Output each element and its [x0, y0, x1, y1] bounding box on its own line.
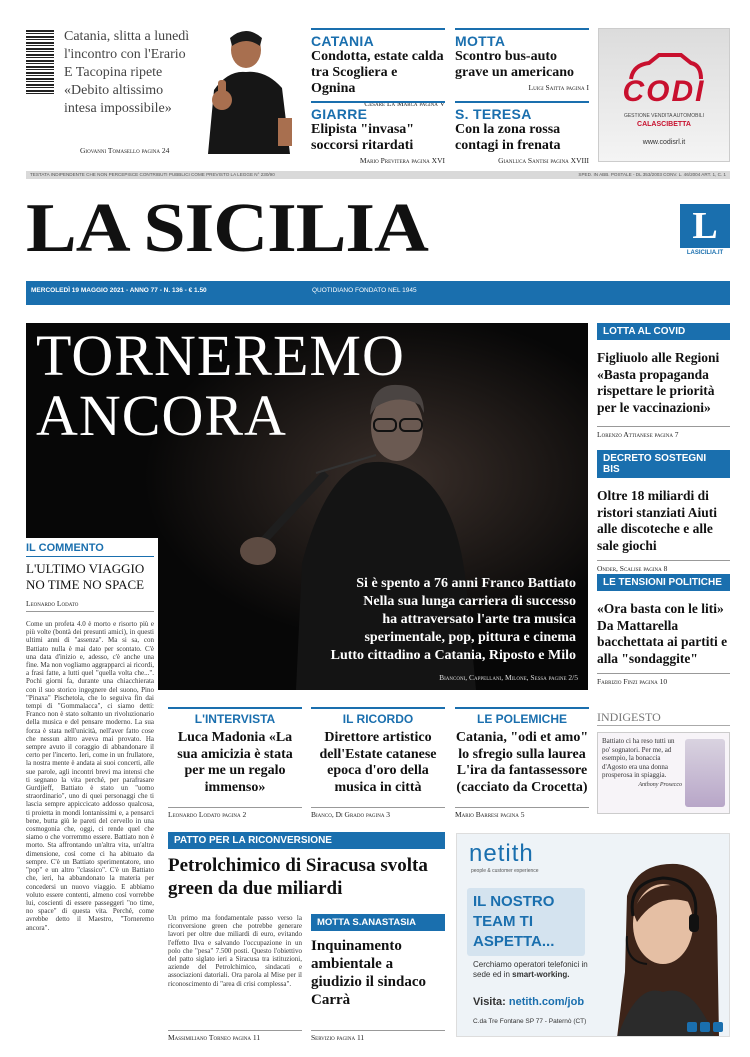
right-item-title: Figliuolo alle Regioni «Basta propaganda rispettare le priorità per le vaccinazioni» — [597, 350, 720, 415]
top-left-teaser-author: Giovanni Tomasello pagina 24 — [80, 146, 170, 155]
linkedin-icon[interactable] — [713, 1022, 723, 1032]
right-item-author: Fabrizio Finzi pagina 10 — [597, 673, 730, 686]
petrol-title: Petrolchimico di Siracusa svolta green da due miliardi — [168, 855, 428, 899]
netith-text-2: smart-working. — [512, 970, 570, 979]
legal-left: TESTATA INDIPENDENTE CHE NON PERCEPISCE CONTRIBUTI PUBBLICI COME PREVISTO LA LEGGE N° 230/90 — [30, 172, 275, 177]
teaser-photo — [178, 22, 304, 154]
summary-line: sperimentale, pop, pittura e cinema — [364, 630, 576, 645]
lead-authors: Bianconi, Cappellani, Milone, Sessa pagine 2/5 — [439, 673, 578, 682]
teaser-place: GIARRE — [311, 106, 368, 122]
barcode — [26, 30, 54, 96]
teaser-title: Condotta, estate calda tra Scogliera e Ognina — [311, 49, 444, 96]
netith-text-1: Cerchiamo operatori telefonici in sede ed in — [473, 960, 588, 979]
commento-label: IL COMMENTO — [26, 542, 154, 557]
codi-brand: CODI — [622, 75, 706, 108]
right-item-decreto[interactable] — [597, 450, 730, 573]
netith-brand: netith — [469, 840, 534, 867]
motta-label: MOTTA S.ANASTASIA — [311, 914, 445, 931]
right-item-label: LOTTA AL COVID — [597, 323, 730, 340]
dateline-bar — [26, 281, 730, 305]
summary-line: Lutto cittadino a Catania, Riposto e Milo — [330, 648, 576, 663]
operator-photo — [597, 852, 730, 1037]
indigesto-label: INDIGESTO — [597, 710, 730, 726]
lead-headline-1: TORNEREMO — [36, 323, 405, 388]
teaser-title: Scontro bus-auto grave un americano — [455, 49, 574, 80]
summary-line: Nella sua lunga carriera di successo — [363, 594, 576, 609]
masthead-logo[interactable] — [680, 204, 730, 260]
social-icons — [687, 1022, 723, 1032]
mid-author: Leonardo Lodato pagina 2 — [168, 807, 302, 819]
right-item-title: «Ora basta con le liti» Da Mattarella bacchettata ai partiti e alla "sondaggite" — [597, 601, 728, 666]
mid-title: Direttore artistico dell'Estate catanese epoca d'oro della musica in città — [319, 730, 437, 795]
netith-tagline: people & customer experience — [471, 868, 539, 874]
legal-strip — [26, 171, 730, 179]
right-item-label: LE TENSIONI POLITICHE — [597, 574, 730, 591]
motta-box[interactable] — [311, 914, 445, 1042]
mid-label: L'INTERVISTA — [168, 707, 302, 726]
teaser-place: S. TERESA — [455, 106, 532, 122]
lead-headline-2: ANCORA — [36, 383, 287, 448]
teaser-author: Cesare La Marca pagina V — [364, 99, 445, 108]
mid-intervista[interactable] — [168, 707, 302, 819]
teaser-author: Mario Previtera pagina XVI — [359, 156, 445, 165]
teaser-title: Con la zona rossa contagi in frenata — [455, 122, 561, 153]
motta-author: Servizio pagina 11 — [311, 1030, 445, 1042]
mid-ricordo[interactable] — [311, 707, 445, 819]
codi-ad[interactable] — [598, 28, 730, 162]
right-item-title: Oltre 18 miliardi di ristori stanziati Aiuti alle discoteche e alle sale giochi — [597, 488, 717, 553]
petrol-author: Massimiliano Torneo pagina 11 — [168, 1030, 302, 1042]
top-left-teaser-text: Catania, slitta a lunedì l'incontro con l'Erario E Tacopina ripete «Debito altissimo intesa impossibile» — [64, 29, 190, 116]
indigesto[interactable] — [597, 710, 730, 818]
commento-body: Come un profeta 4.0 è morto e risorto più e più volte (bontà dei presunti amici), in questi ultimi anni di "assenza". Ma si sa, con Battiato nulla è mai dato per scontato. C'è una data d'inizio e, adesso, c'è anche una fine. Ma non vogliamo aggrapparci ai ricordi, a frasi fatte, a lutti quel "quella volta che...". Pochi giorni fa, durante una chiacchierata con il suo storico ingegnere del suono, Pino "Pinaxa" Pischetola, che lo seguiva fin dai tempi di "Gommalacca", ci siamo detti: Franco non è stato soltanto un rivoluzionario della musica e del pensare moderno. La sua forza è stata nell'unicità, nell'aver fatto cose che nessun altro aveva mai provato. Ha sempre avuto il coraggio di abbandonare il certo per l'incerto. Ieri, come in un frullatore, la nostra mente è andata ai suoi concerti, alle sue parole, agli incontri brevi ma intensi che ti segnano la vita perché, per parafrasare Gurdjieff, Battiato è stato un "uomo straordinario", uno di quei personaggi che ti lascia sempre appiccicato addosso qualcosa, ti proietta in mondi lontanissimi e, a pensarci bene, butta giù le pareti del cervello in una cosmogonia che, oggi, ci rende quel che siamo o che vorremmo essere. Battiato non è morto. Sta affrontando un'altra vita, un'altra dimensione, così come ci ha abituato da sempre. C'è un Battiato sperimentatore, uno "pop" e un altro "classico". C'è un Battiato che, ieri, ha abbandonato la materia per concedersi un nuovo viaggio. E abbiamo voluto essere contenti, almeno così vorrebbe lui, coscienti di essere passeggeri "no time, no space" di questa vita. Perché, come avrebbe detto il Maestro, "Torneremo ancora". — [26, 620, 154, 932]
indigesto-sign: Anthony Prosecco — [638, 781, 682, 788]
teaser-place: CATANIA — [311, 33, 375, 49]
facebook-icon[interactable] — [687, 1022, 697, 1032]
indigesto-text: Battiato ci ha reso tutti un po' sognatori. Per me, ad esempio, la bonaccia d'Agosto era una donna prosperosa in spiaggia. — [602, 737, 675, 779]
indigesto-illustration — [685, 739, 725, 807]
teaser-author: Gianluca Santisi pagina XVIII — [498, 156, 589, 165]
mid-polemiche[interactable] — [455, 707, 589, 819]
logo-square: L — [680, 204, 730, 248]
codi-url: www.codisrl.it — [642, 139, 686, 146]
dateline-center: QUOTIDIANO FONDATO NEL 1945 — [312, 287, 417, 294]
commento-title: L'ULTIMO VIAGGIO NO TIME NO SPACE — [26, 561, 145, 592]
commento[interactable] — [22, 538, 158, 1040]
logo-url: LASICILIA.IT — [686, 250, 724, 256]
teaser-motta[interactable] — [455, 28, 589, 98]
petrol-label: PATTO PER LA RICONVERSIONE — [168, 832, 445, 849]
right-item-author: Lorenzo Attianese pagina 7 — [597, 426, 730, 439]
right-item-politica[interactable] — [597, 574, 730, 694]
teaser-catania[interactable] — [311, 28, 445, 108]
petrol-body: Un primo ma fondamentale passo verso la riconversione green che potrebbe generare lavori per oltre due miliardi di euro, evitando l'effetto Ilva e salvando l'occupazione in un polo che "pesa" 7.500 posti. Questo l'obiettivo del patto siglato ieri a Siracusa tra istituzioni, aziende del Petrolchimico, sindacati e associazioni datoriali. Ora parola al Mise per il riconoscimento di "area di crisi complessa". — [168, 914, 302, 988]
commento-author: Leonardo Lodato — [26, 599, 154, 612]
mid-label: LE POLEMICHE — [455, 707, 589, 726]
summary-line: Si è spento a 76 anni Franco Battiato — [356, 576, 576, 591]
petrol-article[interactable] — [168, 832, 445, 1042]
teaser-place: MOTTA — [455, 33, 506, 49]
teaser-s-teresa[interactable] — [455, 101, 589, 167]
mid-author: Bianco, Di Grado pagina 3 — [311, 807, 445, 819]
lead-summary — [331, 575, 576, 665]
dateline-left: MERCOLEDÌ 19 MAGGIO 2021 - ANNO 77 - N. 136 - € 1.50 — [31, 287, 207, 294]
teaser-title: Elipista "invasa" soccorsi ritardati — [311, 122, 415, 153]
summary-line: ha attraversato l'arte tra musica — [382, 612, 576, 627]
legal-right: SPED. IN ABB. POSTALE - DL 353/2003 CONV. L. 46/2004 ART. 1, C. 1 — [578, 172, 726, 177]
netith-visit[interactable] — [473, 996, 584, 1008]
codi-town: CALASCIBETTA — [637, 121, 691, 128]
netith-visit-label: Visita: — [473, 996, 506, 1008]
netith-text — [473, 960, 593, 980]
codi-sub: GESTIONE VENDITA AUTOMOBILI — [623, 113, 705, 119]
instagram-icon[interactable] — [700, 1022, 710, 1032]
right-item-covid[interactable] — [597, 323, 730, 448]
mid-title: Luca Madonia «La sua amicizia è stata per me un regalo immenso» — [177, 730, 293, 795]
netith-ad[interactable] — [456, 833, 730, 1037]
mid-label: IL RICORDO — [311, 707, 445, 726]
teaser-author: Luigi Saitta pagina I — [528, 83, 589, 92]
netith-address: C.da Tre Fontane SP 77 - Paternò (CT) — [473, 1018, 587, 1025]
right-item-label: DECRETO SOSTEGNI BIS — [597, 450, 730, 478]
teaser-giarre[interactable] — [311, 101, 445, 167]
netith-url[interactable]: netith.com/job — [508, 996, 585, 1008]
netith-headline: IL NOSTRO TEAM TI ASPETTA... — [467, 888, 585, 956]
mid-author: Mario Barresi pagina 5 — [455, 807, 589, 819]
indigesto-box — [597, 732, 730, 814]
right-item-author: Onder, Scalise pagina 8 — [597, 560, 730, 573]
top-left-teaser[interactable] — [64, 28, 192, 118]
mid-title: Catania, "odi et amo" lo sfregio sulla laurea L'ira da fantassessore (cacciato da Crocetta) — [455, 730, 589, 795]
masthead-title: LA SICILIA — [26, 189, 428, 267]
motta-title: Inquinamento ambientale a giudizio il sindaco Carrà — [311, 938, 427, 1008]
